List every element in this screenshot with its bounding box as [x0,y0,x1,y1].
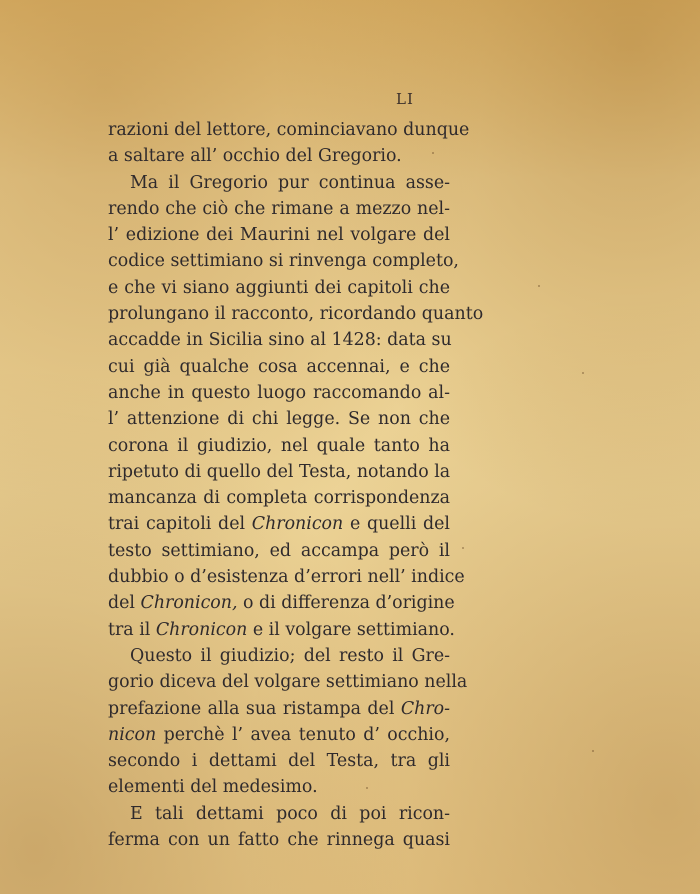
text-line [108,669,468,695]
text-segment: testo settimiano, ed accampa però il [108,540,450,561]
text-line [108,538,450,564]
text-segment: tra il [108,619,156,640]
text-segment: Questo il giudizio; del resto il Gre- [130,645,450,666]
text-segment: del [108,593,141,614]
text-line [108,433,450,459]
text-segment: anche in questo luogo raccomando al- [108,382,450,403]
text-line [108,327,450,353]
body-text [108,117,484,853]
text-segment: cui già qualche cosa accennai, e che [108,356,450,377]
text-segment: corona il giudizio, nel quale tanto ha [108,435,450,456]
italic-title-text: Chronicon [251,514,344,535]
text-segment: e quelli del [343,514,450,535]
text-line [108,196,450,222]
text-segment: rendo che ciò che rimane a mezzo nel- [108,198,450,219]
text-line [108,643,450,669]
text-line [108,590,455,616]
text-segment: gorio diceva del volgare settimiano nella [108,672,468,693]
text-line [108,117,470,143]
text-segment: secondo i dettami del Testa, tra gli [108,751,450,772]
text-segment: codice settimiano si rinvenga completo, [108,251,459,272]
text-segment: a saltare all’ occhio del Gregorio. [108,146,402,167]
text-segment: dubbio o d’esistenza d’errori nell’ indice [108,567,465,588]
text-segment: ripetuto di quello del Testa, notando la [108,461,451,482]
paper-speck [582,372,584,374]
text-segment: e che vi siano aggiunti dei capitoli che [108,277,450,298]
text-line [108,485,450,511]
paper-speck [462,547,464,549]
text-segment: l’ attenzione di chi legge. Se non che [108,409,450,430]
text-line [108,406,450,432]
text-line [108,748,450,774]
text-segment: mancanza di completa corrispondenza [108,488,450,509]
text-segment: elementi del medesimo. [108,777,318,798]
text-segment: E tali dettami poco di poi ricon- [130,803,450,824]
text-line [108,248,459,274]
text-line [108,222,450,248]
text-line [108,170,450,196]
text-line [108,354,450,380]
text-segment: accadde in Sicilia sino al 1428: data su [108,330,452,351]
paper-speck [366,787,368,789]
text-line [108,617,455,643]
text-line [108,511,450,537]
text-line [108,459,450,485]
text-segment: perchè l’ avea tenuto d’ occhio, [156,724,450,745]
italic-title-text: Chronicon, [140,593,238,614]
text-line [108,827,450,853]
text-line [108,801,450,827]
text-line [108,564,465,590]
text-segment: prefazione alla sua ristampa del [108,698,401,719]
text-line [108,696,450,722]
text-line [108,275,450,301]
text-segment: l’ edizione dei Maurini nel volgare del [108,225,450,246]
text-segment: ferma con un fatto che rinnega quasi [108,830,450,851]
italic-title-text: Chronicon [155,619,248,640]
text-segment: Ma il Gregorio pur continua asse- [130,172,450,193]
text-segment: razioni del lettore, cominciavano dunque [108,120,470,140]
italic-title-text: Chro- [400,698,450,719]
paper-speck [592,750,594,752]
italic-title-text: nicon [108,724,157,745]
text-line [108,143,450,169]
paper-speck [538,285,540,287]
text-line [108,722,450,748]
paper-speck [432,152,434,154]
text-segment: prolungano il racconto, ricordando quanto [108,304,484,325]
text-segment: trai capitoli del [108,514,252,535]
text-segment: e il volgare settimiano. [247,619,455,640]
text-line [108,774,450,800]
text-line [108,380,450,406]
text-line [108,301,484,327]
text-segment: o di differenza d’origine [237,593,455,614]
page-number: LI [396,90,414,108]
